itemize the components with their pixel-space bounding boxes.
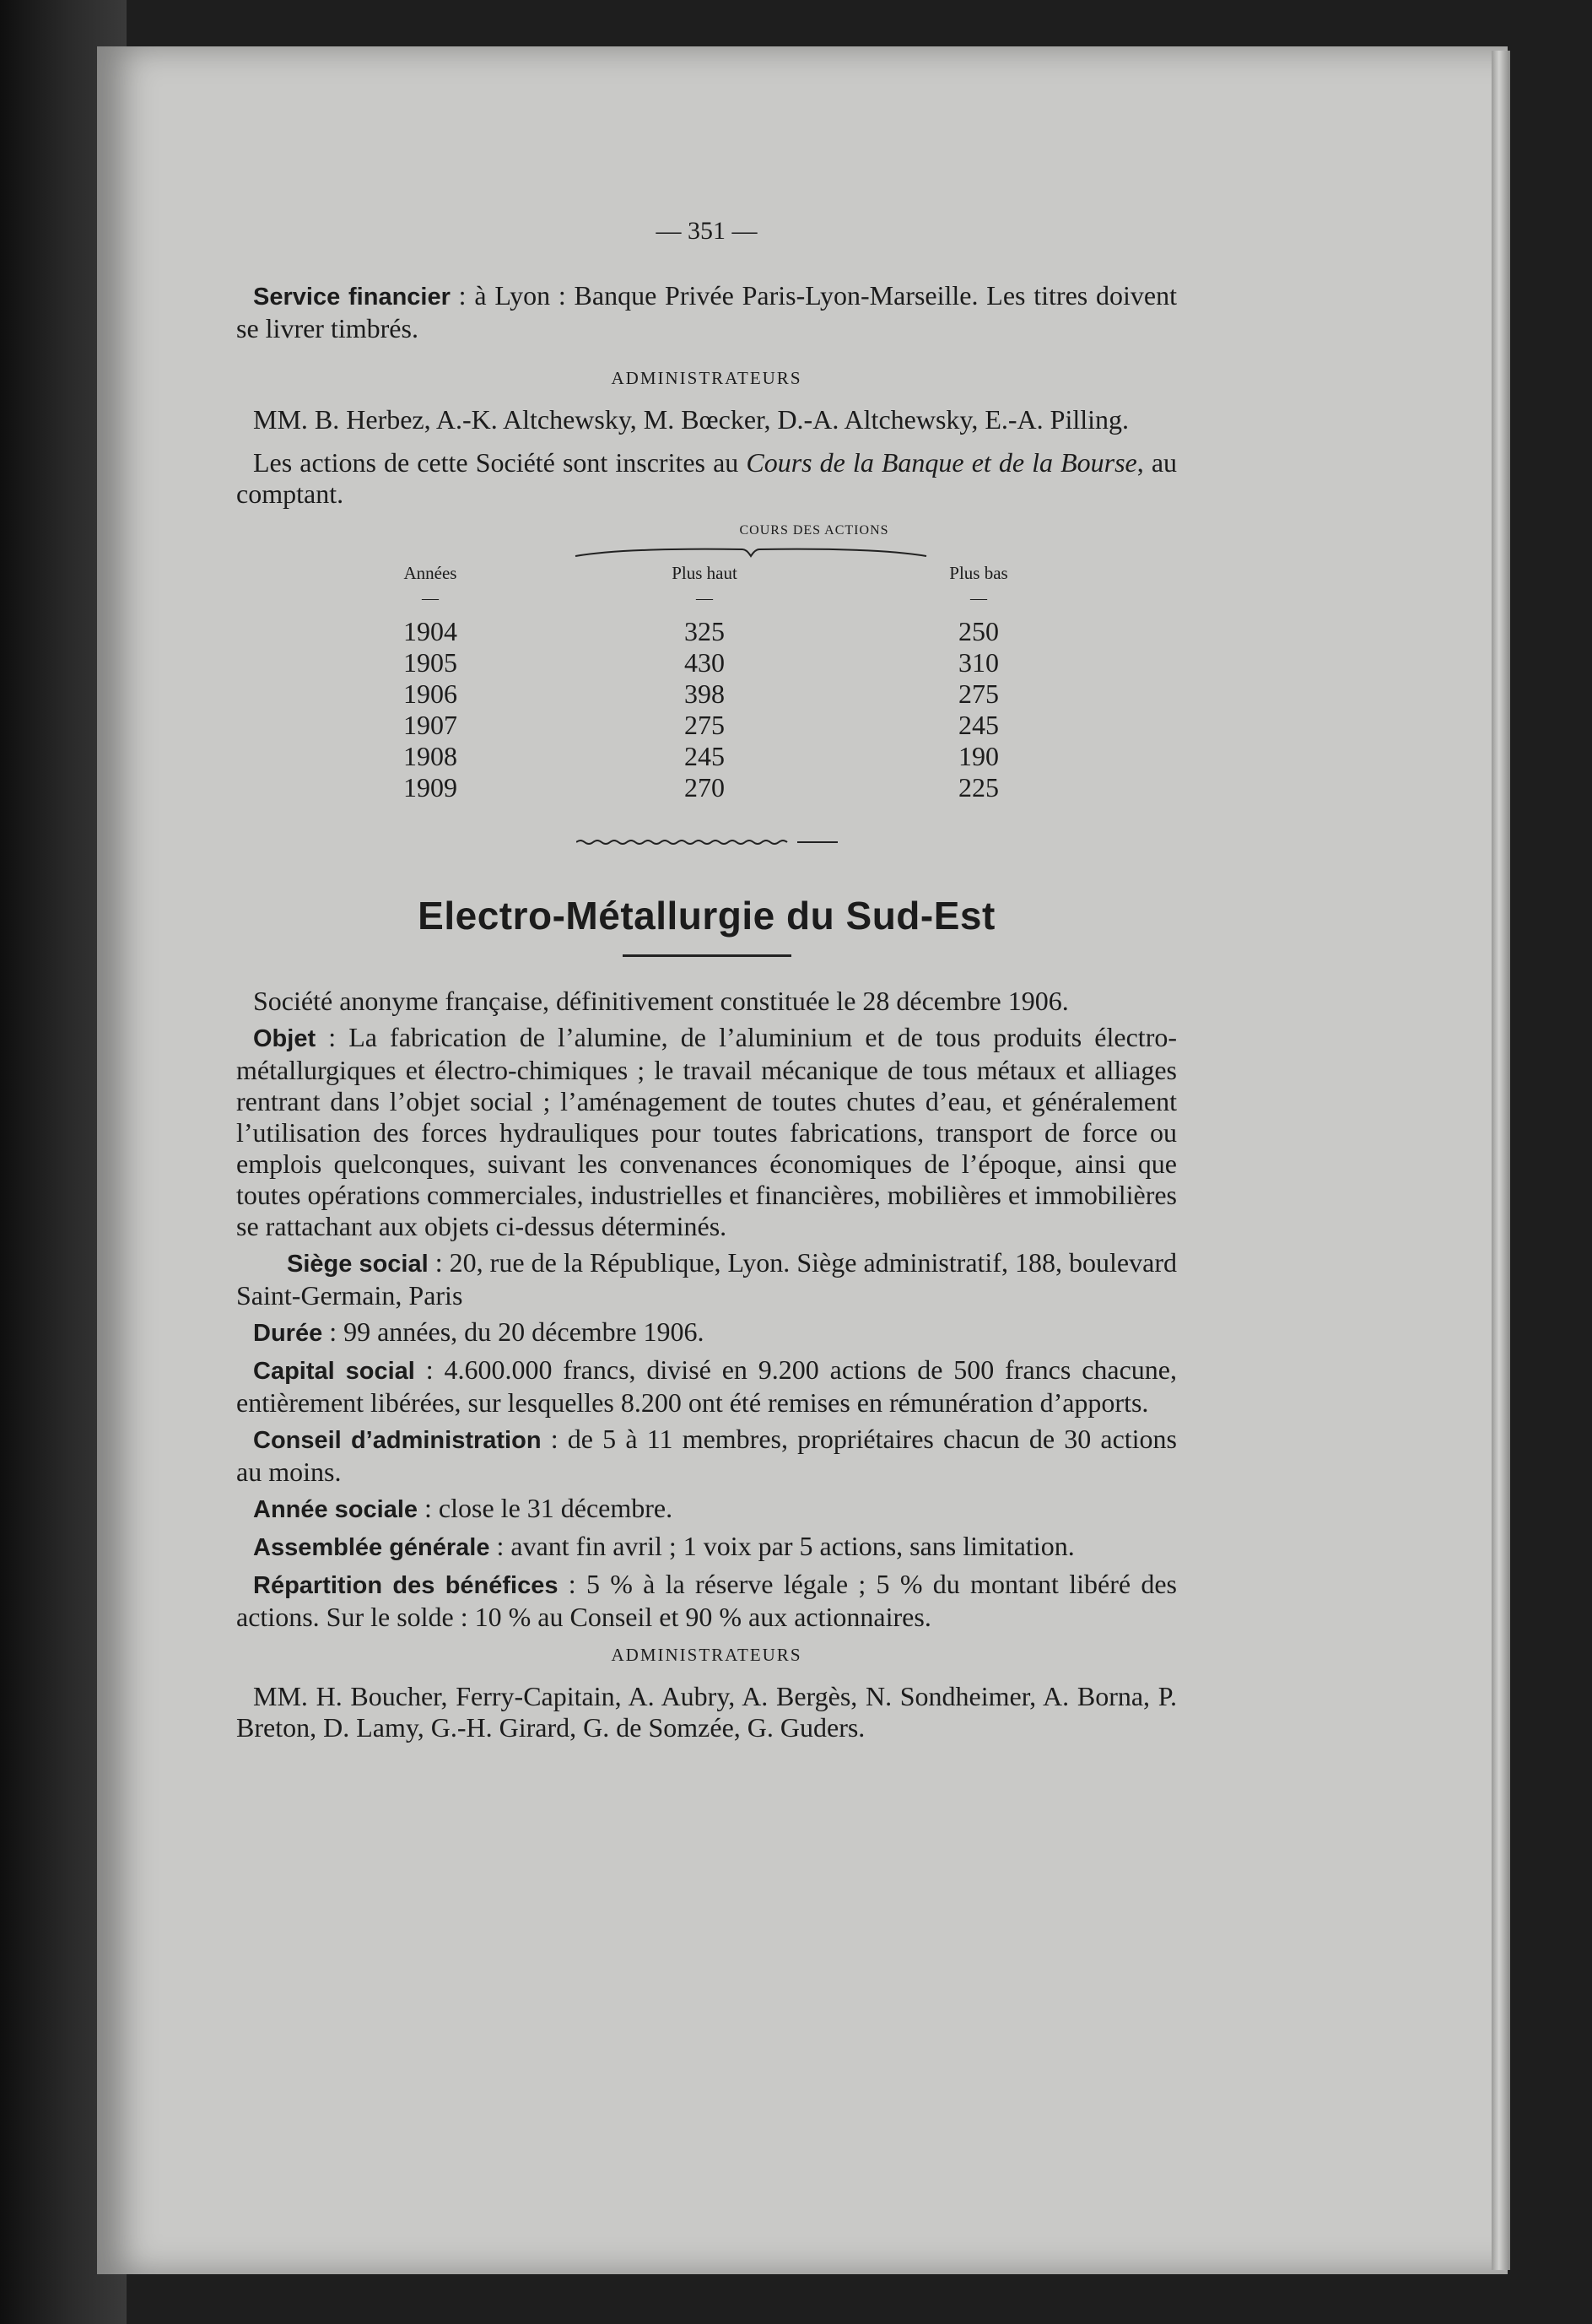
table-row: [304, 678, 1177, 710]
cell: 1904: [403, 616, 457, 646]
cell: 245: [958, 710, 999, 740]
service-financier: [236, 280, 1177, 344]
cell: 275: [684, 710, 725, 740]
cell: 430: [684, 647, 725, 678]
cell: 190: [958, 741, 999, 771]
administrateurs-heading-2: ADMINISTRATEURS: [611, 1645, 802, 1665]
cell: 245: [684, 741, 725, 771]
repartition-label: Répartition des bénéfices: [253, 1572, 559, 1599]
cell: 1908: [403, 741, 457, 771]
annee-paragraph: [236, 1493, 1177, 1526]
stock-brace: [574, 546, 928, 558]
section-title: Electro-Métallurgie du Sud-Est: [418, 894, 996, 938]
header-plus-bas: Plus bas: [949, 563, 1008, 583]
dash: —: [970, 589, 987, 608]
objet-label: Objet: [253, 1025, 316, 1052]
listing-paragraph: [236, 447, 1177, 510]
cell: 1909: [403, 772, 457, 803]
capital-label: Capital social: [253, 1358, 415, 1385]
capital-paragraph: [236, 1354, 1177, 1419]
service-text: : à Lyon : Banque Privée Paris-Lyon-Marseille. Les titres doivent se livrer timbrés.: [236, 280, 1177, 343]
siege-text: : 20, rue de la République, Lyon. Siège administratif, 188, boulevard Saint-Germain, Paris: [236, 1247, 1177, 1311]
table-row: [304, 741, 1177, 772]
siege-label: Siège social: [287, 1251, 429, 1278]
repartition-paragraph: [236, 1569, 1177, 1633]
annee-text: : close le 31 décembre.: [418, 1493, 673, 1523]
page-number: — 351 —: [656, 217, 758, 245]
stock-caption: COURS DES ACTIONS: [739, 523, 889, 538]
cell: 250: [958, 616, 999, 646]
cell: 310: [958, 647, 999, 678]
assemblee-label: Assemblée générale: [253, 1534, 490, 1561]
table-row: [304, 616, 1177, 647]
duree-label: Durée: [253, 1320, 323, 1347]
listing-post: , au comptant.: [236, 447, 1178, 509]
header-annees: Années: [403, 563, 457, 583]
dash: —: [422, 589, 439, 608]
table-row: [304, 772, 1177, 803]
stock-table: [236, 515, 1177, 803]
cell: 1906: [403, 678, 457, 709]
administrateurs-list-1: MM. B. Herbez, A.-K. Altchewsky, M. Bœcker, D.-A. Altchewsky, E.-A. Pilling.: [253, 404, 1129, 435]
siege-paragraph: [236, 1247, 1177, 1311]
conseil-label: Conseil d’administration: [253, 1427, 542, 1454]
objet-paragraph: [236, 1022, 1177, 1242]
conseil-text: : de 5 à 11 membres, propriétaires chacun de 30 actions au moins.: [236, 1424, 1177, 1487]
objet-text: : La fabrication de l’alumine, de l’aluminium et de tous produits électro-métallurgiques et électro-chimiques ; le travail mécanique de tous métaux et alliages rentrant dans l’objet social ; l’aménagement de toutes chutes d’eau, et généralement l’utilisation des forces hydrauliques pour toutes fabrications, transport de force ou emplois quelconques, suivant les convenances économiques de l’époque, ainsi que toutes opérations commerciales, industrielles et financières, mobilières et immobilières se rattachant aux objets ci-dessus déterminés.: [236, 1022, 1177, 1241]
assemblee-paragraph: [236, 1531, 1177, 1564]
title-rule: [623, 954, 791, 957]
header-plus-haut: Plus haut: [672, 563, 737, 583]
stock-dash-row: [304, 589, 1177, 608]
table-row: [304, 710, 1177, 741]
intro-paragraph: Société anonyme française, définitivement constituée le 28 décembre 1906.: [253, 986, 1069, 1016]
service-label: Service financier: [253, 284, 451, 311]
stock-header-row: [304, 558, 1177, 589]
duree-text: : 99 années, du 20 décembre 1906.: [322, 1316, 704, 1347]
listing-italic: Cours de la Banque et de la Bourse: [746, 447, 1137, 478]
page-content: [236, 215, 1177, 1748]
administrateurs-list-2: MM. H. Boucher, Ferry-Capitain, A. Aubry, A. Bergès, N. Sondheimer, A. Borna, P. Breton, D. Lamy, G.-H. Girard, G. de Somzée, G. Guders.: [236, 1681, 1177, 1743]
assemblee-text: : avant fin avril ; 1 voix par 5 actions, sans limitation.: [489, 1531, 1075, 1561]
section-divider: [236, 822, 1177, 853]
duree-paragraph: [236, 1316, 1177, 1349]
cell: 325: [684, 616, 725, 646]
listing-pre: Les actions de cette Société sont inscrites au: [253, 447, 747, 478]
repartition-text: : 5 % à la réserve légale ; 5 % du montant libéré des actions. Sur le solde : 10 % au Conseil et 90 % aux actionnaires.: [236, 1569, 1177, 1632]
cell: 275: [958, 678, 999, 709]
capital-text: : 4.600.000 francs, divisé en 9.200 actions de 500 francs chacune, entièrement libérées, sur lesquelles 8.200 ont été remises en rémunération d’apports.: [236, 1354, 1177, 1418]
annee-label: Année sociale: [253, 1496, 418, 1523]
cell: 270: [684, 772, 725, 803]
administrateurs-heading-1: ADMINISTRATEURS: [611, 368, 802, 388]
cell: 1905: [403, 647, 457, 678]
cell: 1907: [403, 710, 457, 740]
dash: —: [696, 589, 713, 608]
table-row: [304, 647, 1177, 678]
cell: 398: [684, 678, 725, 709]
page-edge: [1492, 51, 1510, 2270]
conseil-paragraph: [236, 1424, 1177, 1488]
cell: 225: [958, 772, 999, 803]
